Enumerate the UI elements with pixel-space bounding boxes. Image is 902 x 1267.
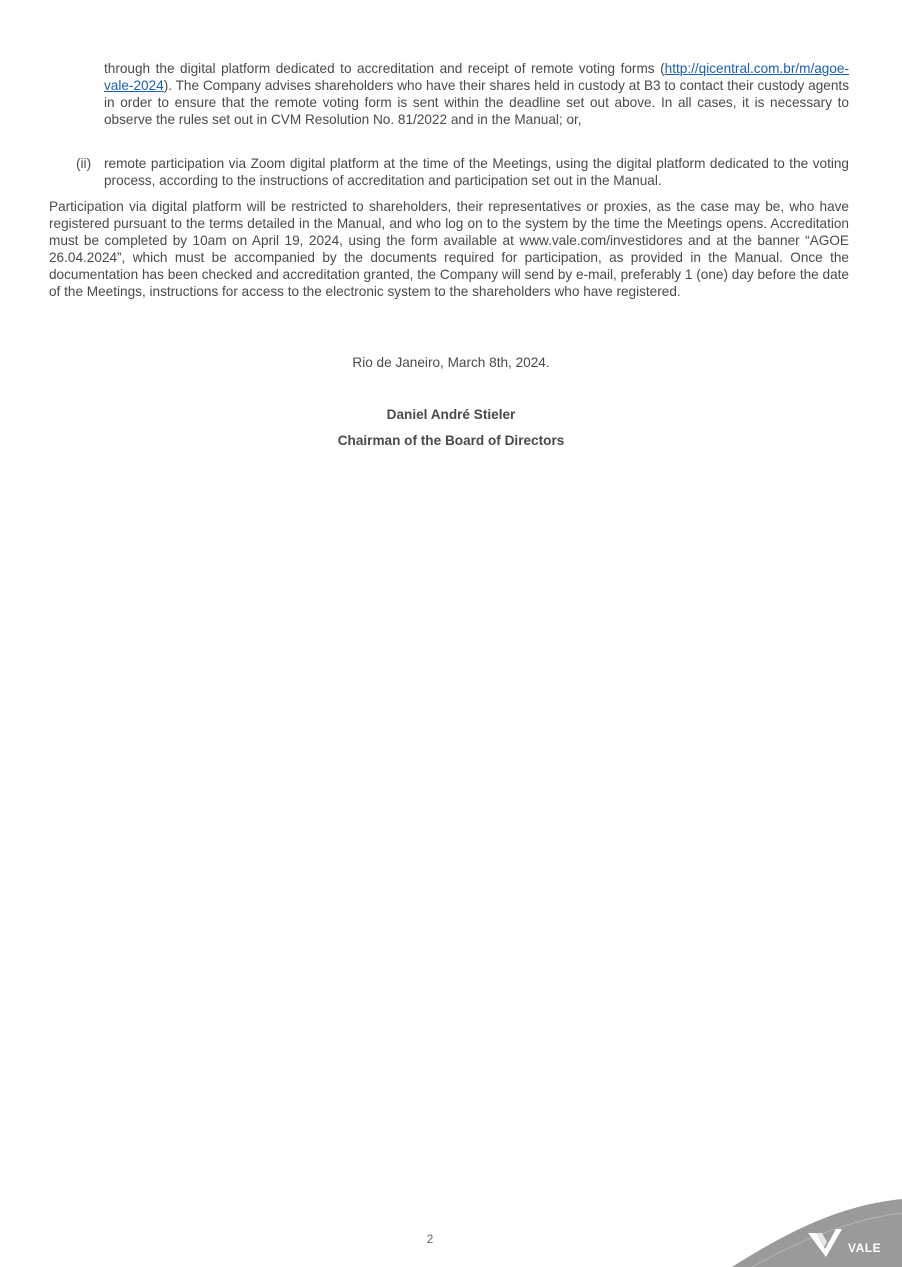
item-i-text-after-link: ). The Company advises shareholders who have their shares held in custody at B3 to contact their custody agents in order to ensure that the remote voting form is sent within the deadline set out above. In all cases, it is necessary to observe the rules set out in CVM Resolution No. 81/2022 and in the Manual; or, <box>104 78 849 127</box>
vale-logo-corner <box>732 1199 902 1267</box>
vale-v-icon <box>732 1199 902 1267</box>
qicentral-link[interactable]: http://qicentral.com.br/m/agoe-vale-2024 <box>104 61 849 93</box>
signer-name: Daniel André Stieler <box>386 407 516 422</box>
item-i-continuation <box>104 60 849 128</box>
vale-logo-text: VALE <box>848 1241 882 1255</box>
signer-title: Chairman of the Board of Directors <box>337 433 565 448</box>
list-marker-ii: (ii) <box>76 156 92 171</box>
date-line: Rio de Janeiro, March 8th, 2024. <box>352 355 550 370</box>
participation-paragraph: Participation via digital platform will be restricted to shareholders, their representatives or proxies, as the case may be, who have registered pursuant to the terms detailed in the Manual, and who log on to the system by the time the Meetings opens. Accreditation must be completed by 10am on April 19, 2024, using the form available at www.vale.com/investidores and at the banner “AGOE 26.04.2024”, which must be accompanied by the documents required for participation, as provided in the Manual. Once the documentation has been checked and accreditation granted, the Company will send by e-mail, preferably 1 (one) day before the date of the Meetings, instructions for access to the electronic system to the shareholders who have registered. <box>49 199 849 299</box>
item-i-text-before-link: through the digital platform dedicated to accreditation and receipt of remote voting forms ( <box>104 61 665 76</box>
list-item-ii-text: remote participation via Zoom digital platform at the time of the Meetings, using the digital platform dedicated to the voting process, according to the instructions of accreditation and participation set out in the Manual. <box>104 156 849 188</box>
page-number: 2 <box>426 1232 434 1246</box>
